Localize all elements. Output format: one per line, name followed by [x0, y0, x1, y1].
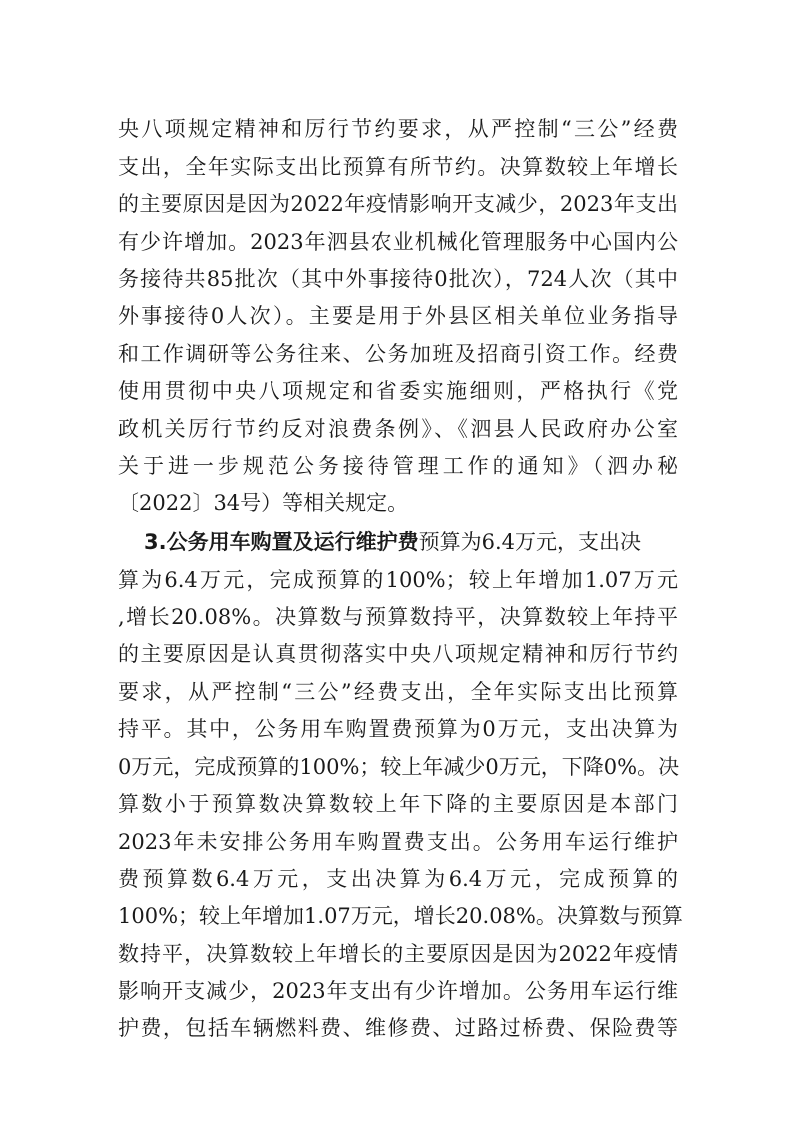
section-3-first-line-text: 预算为6.4万元，支出决: [418, 530, 641, 554]
paragraph-line: 有少许增加。2023年泗县农业机械化管理服务中心国内公: [118, 230, 678, 254]
section-3-heading: 3.公务用车购置及运行维护费: [144, 530, 419, 554]
paragraph-line: 算为6.4万元，完成预算的100%；较上年增加1.07万元: [118, 568, 678, 592]
paragraph-line: 务接待共85批次（其中外事接待0批次），724人次（其中: [118, 267, 678, 291]
paragraph-line: 和工作调研等公务往来、公务加班及招商引资工作。经费: [118, 342, 678, 366]
paragraph-line: 〔2022〕34号）等相关规定。: [118, 491, 409, 515]
paragraph-line: 的主要原因是因为2022年疫情影响开支减少，2023年支出: [118, 192, 678, 216]
paragraph-line: 2023年未安排公务用车购置费支出。公务用车运行维护: [118, 830, 678, 854]
paragraph-line: 支出，全年实际支出比预算有所节约。决算数较上年增长: [118, 155, 678, 179]
paragraph-line: 0万元，完成预算的100%；较上年减少0万元，下降0%。决: [118, 755, 680, 779]
paragraph-line: 使用贯彻中央八项规定和省委实施细则，严格执行《党: [118, 379, 678, 403]
paragraph-line: 费预算数6.4万元，支出决算为6.4万元，完成预算的: [118, 867, 678, 891]
section-3-first-line: [144, 525, 678, 559]
paragraph-line: 持平。其中，公务用车购置费预算为0万元，支出决算为: [118, 717, 678, 741]
paragraph-line: 数持平，决算数较上年增长的主要原因是因为2022年疫情: [118, 942, 678, 966]
paragraph-line: 关于进一步规范公务接待管理工作的通知》（泗办秘: [118, 454, 678, 478]
paragraph-line: 要求，从严控制“三公”经费支出，全年实际支出比预算: [118, 680, 678, 704]
paragraph-line: 政机关厉行节约反对浪费条例》、《泗县人民政府办公室: [118, 417, 678, 441]
paragraph-line: 护费，包括车辆燃料费、维修费、过路过桥费、保险费等: [118, 1016, 678, 1040]
paragraph-line: 外事接待0人次）。主要是用于外县区相关单位业务指导: [118, 304, 678, 328]
paragraph-line: 的主要原因是认真贯彻落实中央八项规定精神和厉行节约: [118, 642, 678, 666]
paragraph-line: 算数小于预算数决算数较上年下降的主要原因是本部门: [118, 792, 678, 816]
paragraph-line: ,增长20.08%。决算数与预算数持平，决算数较上年持平: [118, 605, 678, 629]
paragraph-line: 100%；较上年增加1.07万元，增长20.08%。决算数与预算: [118, 904, 683, 928]
paragraph-line: 央八项规定精神和厉行节约要求，从严控制“三公”经费: [118, 117, 678, 141]
paragraph-line: 影响开支减少，2023年支出有少许增加。公务用车运行维: [118, 979, 678, 1003]
